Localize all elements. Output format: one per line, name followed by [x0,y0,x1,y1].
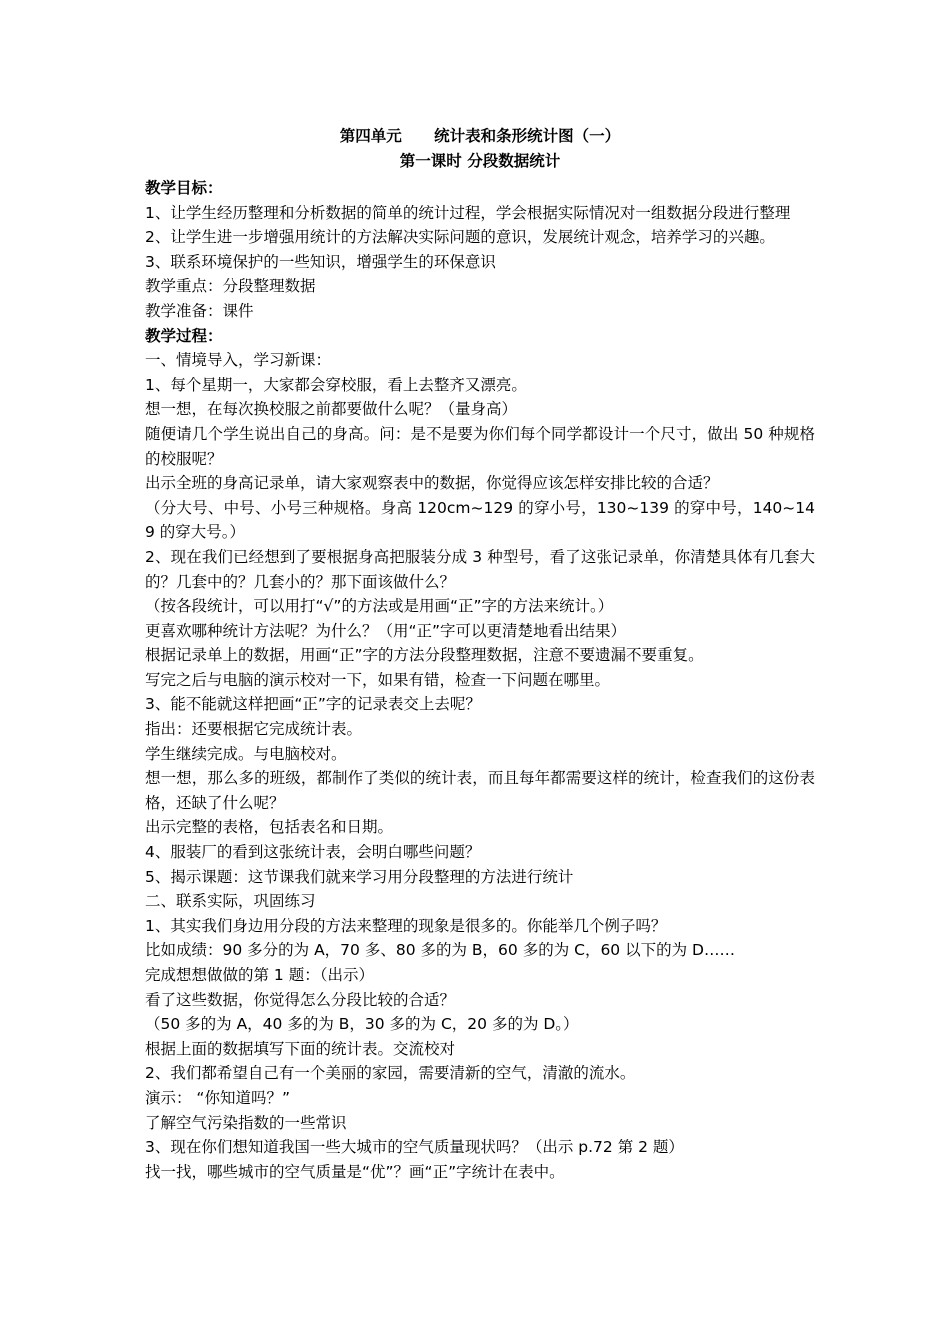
body-paragraph: 出示完整的表格，包括表名和日期。 [145,818,394,837]
body-paragraph: 了解空气污染指数的一些常识 [145,1113,347,1132]
body-paragraph: 4、服装厂的看到这张统计表，会明白哪些问题？ [145,843,481,862]
body-paragraph: 一、情境导入，学习新课： [145,351,332,370]
body-paragraph: 2、让学生进一步增强用统计的方法解决实际问题的意识，发展统计观念，培养学习的兴趣。 [145,228,775,247]
document-body [145,176,815,1184]
body-paragraph: 比如成绩：90 多分的为 A，70 多、80 多的为 B，60 多的为 C，60 以下的为 D…… [145,941,735,960]
body-paragraph: 3、现在你们想知道我国一些大城市的空气质量现状吗？（出示 p.72 第 2 题） [145,1138,684,1157]
body-paragraph: 教学重点：分段整理数据 [145,277,316,296]
section-heading: 教学过程： [145,326,223,345]
document-title: 第四单元 统计表和条形统计图（一） [339,127,621,145]
body-paragraph: 想一想，那么多的班级，都制作了类似的统计表，而且每年都需要这样的统计，检查我们的这份表格，还缺了什么呢？ [145,769,815,812]
document-subtitle: 第一课时 分段数据统计 [399,152,561,170]
body-paragraph: 1、每个星期一，大家都会穿校服，看上去整齐又漂亮。 [145,375,527,394]
body-paragraph: 3、能不能就这样把画“正”字的记录表交上去呢？ [145,695,481,714]
body-paragraph: 5、揭示课题：这节课我们就来学习用分段整理的方法进行统计 [145,867,574,886]
body-paragraph: 教学准备：课件 [145,301,254,320]
body-paragraph: （按各段统计，可以用打“√”的方法或是用画“正”字的方法来统计。） [145,597,614,616]
body-paragraph: 完成想想做做的第 1 题：（出示） [145,966,374,984]
body-paragraph: 1、其实我们身边用分段的方法来整理的现象是很多的。你能举几个例子吗？ [145,916,667,935]
body-paragraph: 指出：还要根据它完成统计表。 [145,720,363,739]
body-paragraph: （50 多的为 A，40 多的为 B，30 多的为 C，20 多的为 D。） [145,1015,579,1034]
body-paragraph: 根据记录单上的数据，用画“正”字的方法分段整理数据，注意不要遗漏不要重复。 [145,646,704,665]
body-paragraph: 看了这些数据，你觉得怎么分段比较的合适？ [145,990,456,1009]
body-paragraph: 2、我们都希望自己有一个美丽的家园，需要清新的空气，清澈的流水。 [145,1064,636,1083]
body-paragraph: 想一想，在每次换校服之前都要做什么呢？（量身高） [145,400,518,419]
body-paragraph: 3、联系环境保护的一些知识，增强学生的环保意识 [145,252,496,271]
document-page [145,124,815,1184]
body-paragraph: 找一找，哪些城市的空气质量是“优”？画“正”字统计在表中。 [145,1162,565,1181]
body-paragraph: 更喜欢哪种统计方法呢？为什么？（用“正”字可以更清楚地看出结果） [145,621,627,640]
section-heading: 教学目标： [145,179,223,197]
body-paragraph: 出示全班的身高记录单，请大家观察表中的数据，你觉得应该怎样安排比较的合适？ [145,474,719,493]
body-paragraph: （分大号、中号、小号三种规格。身高 120cm~129 的穿小号，130~139 的穿中号，140~149 的穿大号。） [145,498,815,542]
body-paragraph: 写完之后与电脑的演示校对一下，如果有错，检查一下问题在哪里。 [145,670,611,689]
body-paragraph: 2、现在我们已经想到了要根据身高把服装分成 3 种型号，看了这张记录单，你清楚具体有几套大的？几套中的？几套小的？那下面该做什么？ [145,547,815,591]
body-paragraph: 学生继续完成。与电脑校对。 [145,744,347,763]
body-paragraph: 演示： “你知道吗？” [145,1088,290,1107]
body-paragraph: 根据上面的数据填写下面的统计表。交流校对 [145,1039,456,1058]
body-paragraph: 1、让学生经历整理和分析数据的简单的统计过程，学会根据实际情况对一组数据分段进行整理 [145,203,791,222]
body-paragraph: 二、联系实际，巩固练习 [145,892,316,911]
body-paragraph: 随便请几个学生说出自己的身高。问：是不是要为你们每个同学都设计一个尺寸，做出 50 种规格的校服呢？ [145,424,815,468]
